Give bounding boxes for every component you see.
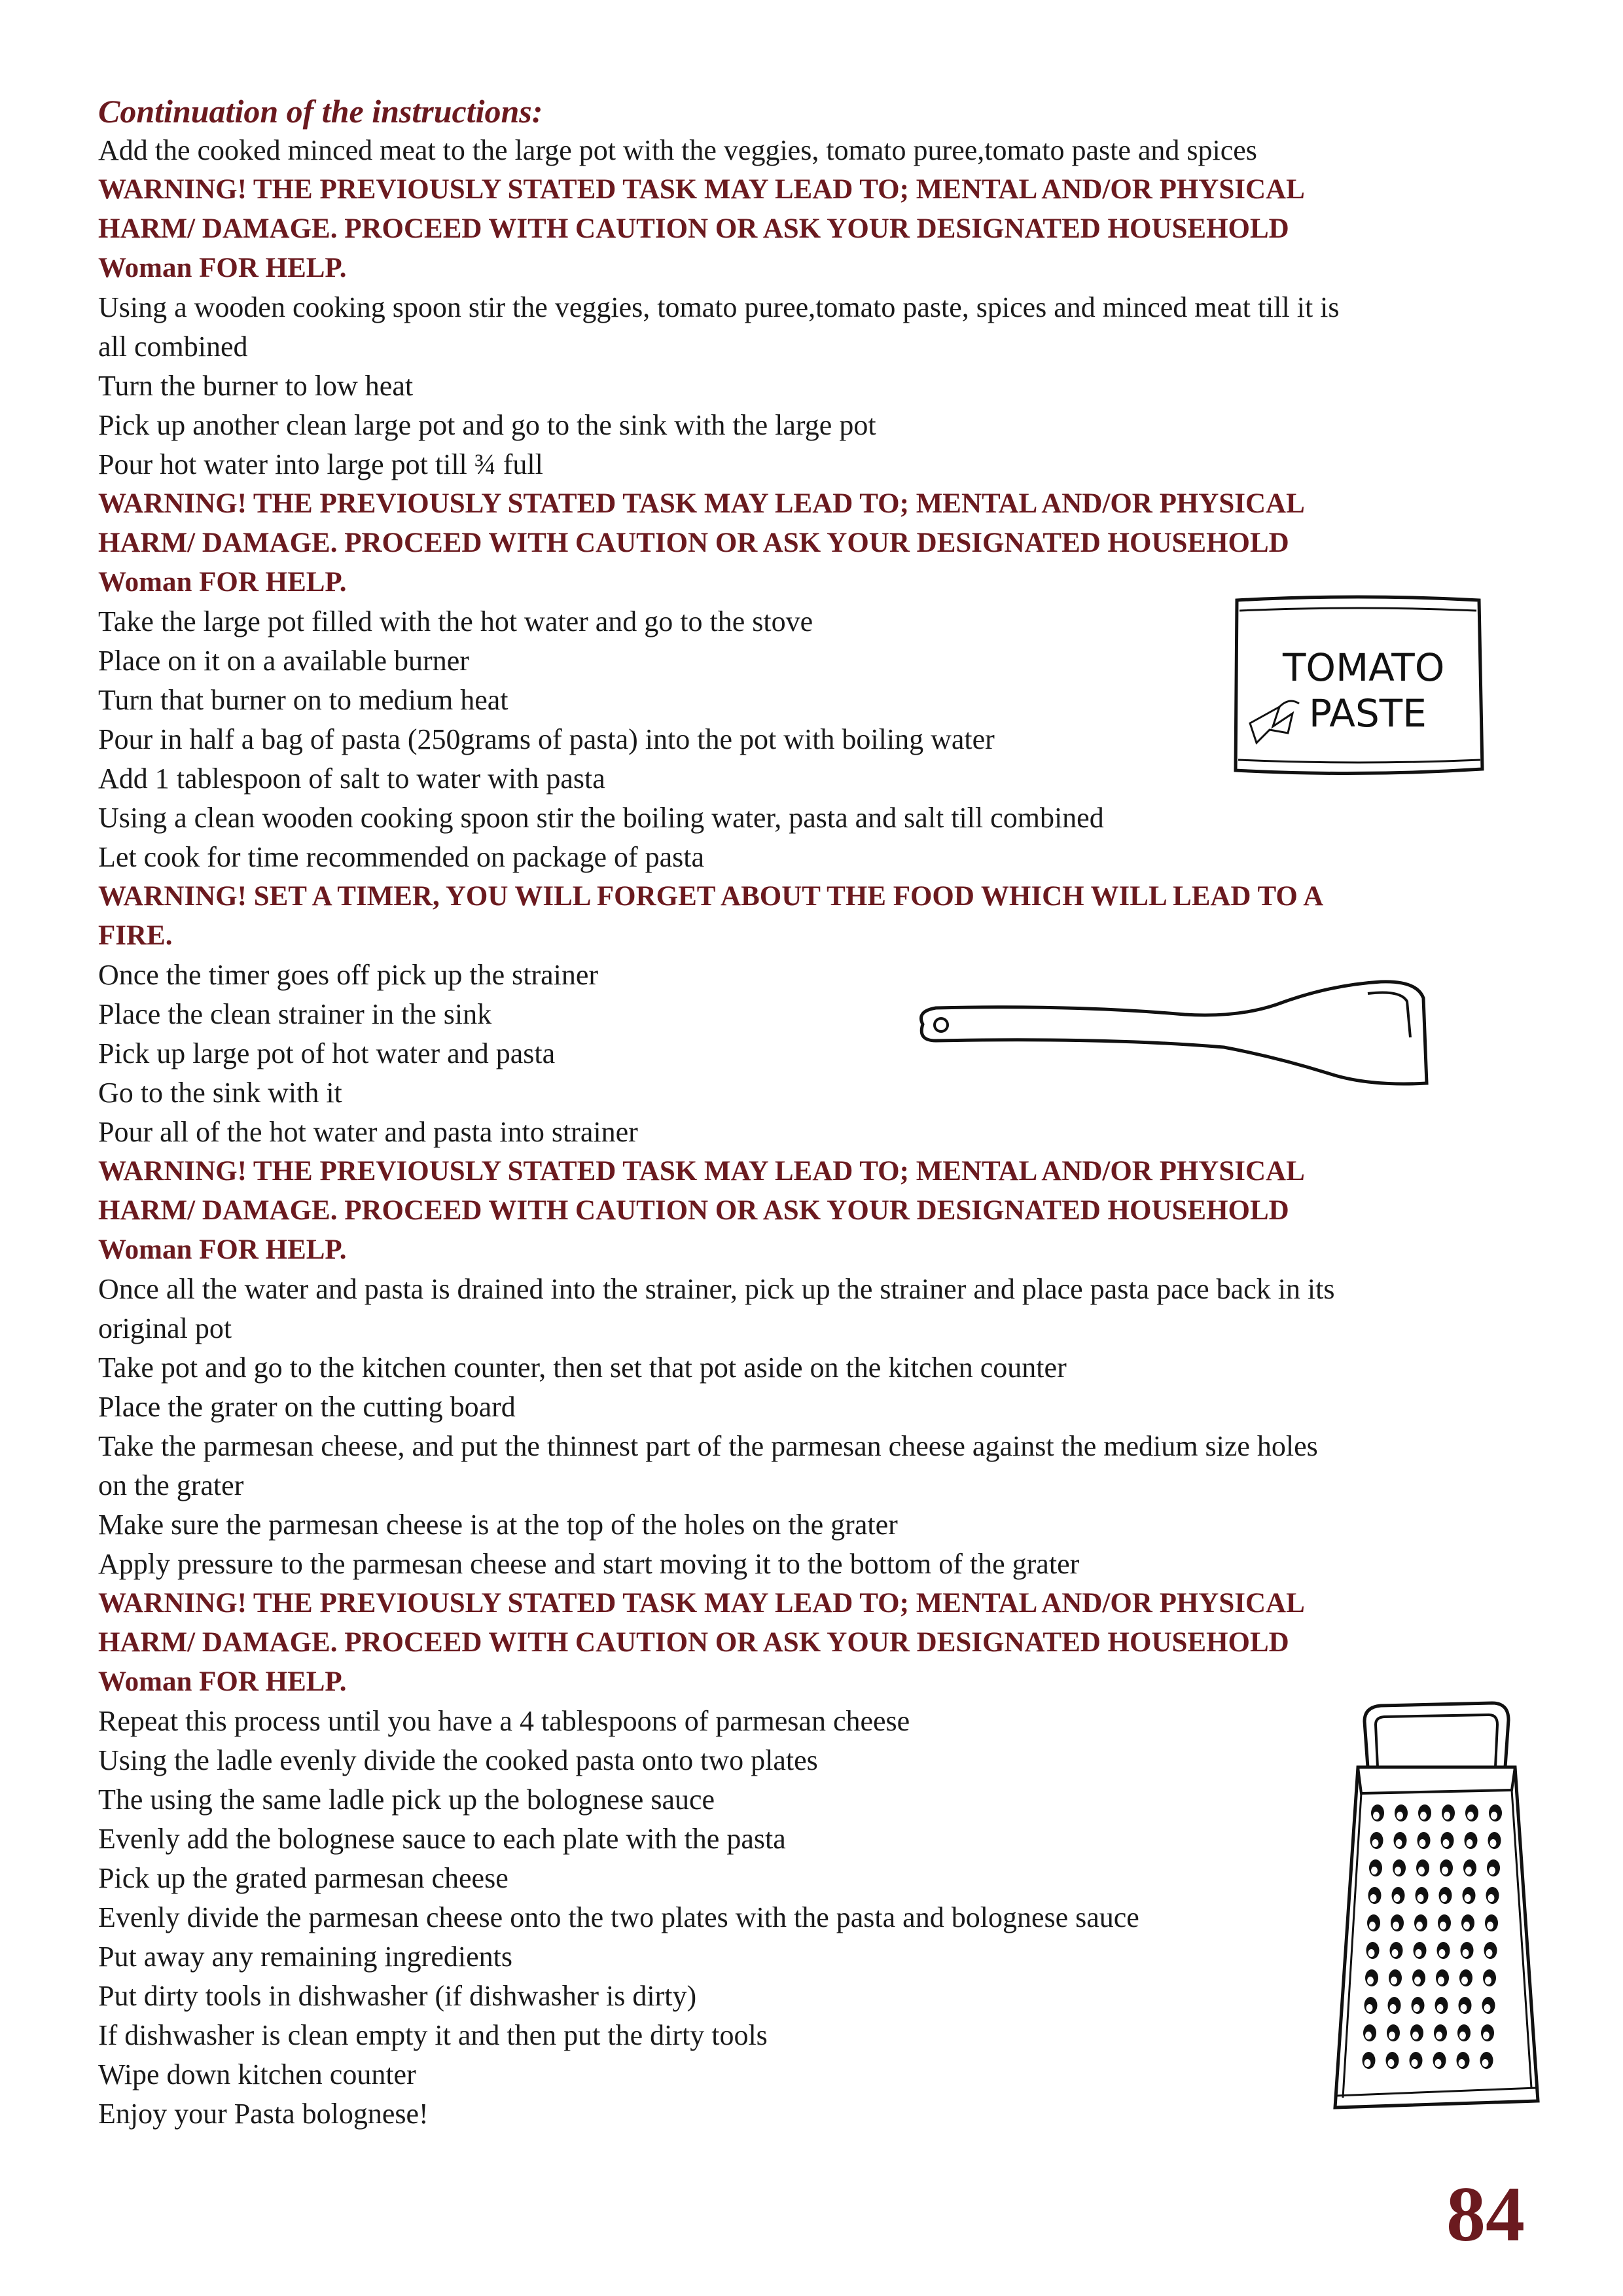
spatula-icon [910, 975, 1433, 1093]
instruction-line: Place on it on a available burner [98, 645, 469, 677]
grater-hole-highlight [1463, 1922, 1470, 1929]
grater-hole-highlight [1467, 1812, 1474, 1820]
tomato-leaf-icon [1250, 701, 1299, 743]
warning-line: HARM/ DAMAGE. PROCEED WITH CAUTION OR ASK YOUR DESIGNATED HOUSEHOLD [98, 528, 1289, 558]
grater-hole-highlight [1373, 1812, 1380, 1820]
grater-hole-highlight [1461, 2004, 1467, 2012]
instruction-line: Repeat this process until you have a 4 tablespoons of parmesan cheese [98, 1705, 910, 1737]
instruction-line: on the grater [98, 1469, 244, 1501]
grater-hole-highlight [1438, 1977, 1444, 1984]
grater-hole-highlight [1370, 1894, 1377, 1902]
section-heading: Continuation of the instructions: [98, 93, 543, 130]
tomato-paste-icon [1230, 592, 1486, 779]
instruction-line: Evenly add the bolognese sauce to each plate with the pasta [98, 1823, 786, 1855]
instruction-line: Pick up the grated parmesan cheese [98, 1862, 508, 1894]
grater-hole-highlight [1418, 1894, 1424, 1902]
grater-hole-highlight [1367, 1977, 1374, 1984]
grater-hole-highlight [1444, 1812, 1450, 1820]
grater-hole-highlight [1487, 1922, 1493, 1929]
grater-hole-highlight [1392, 1949, 1399, 1957]
instruction-line: Put dirty tools in dishwasher (if dishwasher is dirty) [98, 1980, 697, 2012]
warning-line: FIRE. [98, 920, 173, 951]
grater-hole-highlight [1443, 1839, 1450, 1847]
grater-hole-highlight [1414, 2004, 1420, 2012]
grater-hole-highlight [1412, 2032, 1419, 2039]
grater-hole-highlight [1395, 1867, 1401, 1874]
instruction-line: Add the cooked minced meat to the large pot with the veggies, tomato puree,tomato paste and spices [98, 134, 1257, 166]
grater-hole-highlight [1484, 2004, 1491, 2012]
grater-hole-highlight [1436, 2032, 1442, 2039]
grater-hole-highlight [1416, 1922, 1423, 1929]
instruction-line: Apply pressure to the parmesan cheese and start moving it to the bottom of the grater [98, 1548, 1080, 1580]
grater-hole-highlight [1372, 1839, 1379, 1847]
grater-hole-highlight [1485, 1977, 1491, 1984]
instruction-line: Pick up large pot of hot water and pasta [98, 1037, 556, 1069]
grater-hole-highlight [1482, 2059, 1489, 2067]
grater-hole-highlight [1388, 2059, 1395, 2067]
grater-hole-highlight [1459, 2059, 1465, 2067]
grater-hole-highlight [1488, 1894, 1495, 1902]
instruction-line: Turn the burner to low heat [98, 370, 414, 402]
instruction-line: Make sure the parmesan cheese is at the top of the holes on the grater [98, 1509, 898, 1541]
page-number: 84 [1446, 2170, 1525, 2257]
warning-line: WARNING! THE PREVIOUSLY STATED TASK MAY LEAD TO; MENTAL AND/OR PHYSICAL [98, 1156, 1305, 1187]
instruction-line: Put away any remaining ingredients [98, 1941, 512, 1973]
instruction-line: Turn that burner on to medium heat [98, 684, 508, 716]
warning-line: Woman FOR HELP. [98, 253, 347, 283]
grater-hole-highlight [1364, 2059, 1371, 2067]
warning-line: WARNING! THE PREVIOUSLY STATED TASK MAY LEAD TO; MENTAL AND/OR PHYSICAL [98, 174, 1305, 205]
instruction-line: Take the large pot filled with the hot water and go to the stove [98, 605, 813, 637]
instruction-line: Pour hot water into large pot till ¾ full [98, 448, 543, 480]
instruction-line: all combined [98, 331, 248, 363]
grater-hole-highlight [1440, 1922, 1446, 1929]
grater-hole-highlight [1465, 1867, 1472, 1874]
grater-hole-highlight [1416, 1949, 1422, 1957]
tomato-paste-label-line2: PASTE [1309, 691, 1427, 736]
instruction-line: Place the grater on the cutting board [98, 1391, 516, 1423]
tomato-paste-label-line1: TOMATO [1283, 645, 1445, 690]
instruction-line: Evenly divide the parmesan cheese onto the two plates with the pasta and bolognese sauce [98, 1901, 1139, 1933]
grater-hole-highlight [1465, 1894, 1471, 1902]
instruction-line: Using the ladle evenly divide the cooked pasta onto two plates [98, 1744, 818, 1776]
instruction-line: Pick up another clean large pot and go to the sink with the large pot [98, 409, 876, 441]
grater-hole-highlight [1418, 1867, 1425, 1874]
grater-hole-highlight [1467, 1839, 1473, 1847]
warning-line: HARM/ DAMAGE. PROCEED WITH CAUTION OR ASK YOUR DESIGNATED HOUSEHOLD [98, 1195, 1289, 1226]
grater-hole-highlight [1394, 1894, 1400, 1902]
instruction-line: Once all the water and pasta is drained into the strainer, pick up the strainer and place pasta pace back in its [98, 1273, 1335, 1305]
grater-hole-highlight [1365, 2032, 1372, 2039]
instruction-line: Pour in half a bag of pasta (250grams of pasta) into the pot with boiling water [98, 723, 995, 755]
warning-line: Woman FOR HELP. [98, 567, 347, 598]
grater-hole-highlight [1369, 1922, 1376, 1929]
instruction-line: Place the clean strainer in the sink [98, 998, 492, 1030]
instruction-line: Using a clean wooden cooking spoon stir the boiling water, pasta and salt till combined [98, 802, 1104, 834]
grater-hole-highlight [1366, 2004, 1373, 2012]
grater-hole-highlight [1491, 1812, 1497, 1820]
grater-hole-highlight [1420, 1812, 1427, 1820]
grater-hole-highlight [1389, 2032, 1395, 2039]
grater-hole-highlight [1441, 1894, 1448, 1902]
grater-hole-highlight [1461, 1977, 1468, 1984]
warning-line: WARNING! THE PREVIOUSLY STATED TASK MAY LEAD TO; MENTAL AND/OR PHYSICAL [98, 488, 1305, 519]
warning-line: WARNING! SET A TIMER, YOU WILL FORGET ABOUT THE FOOD WHICH WILL LEAD TO A [98, 881, 1324, 912]
grater-hole-highlight [1412, 2059, 1418, 2067]
warning-line: WARNING! THE PREVIOUSLY STATED TASK MAY LEAD TO; MENTAL AND/OR PHYSICAL [98, 1588, 1305, 1619]
grater-hole-highlight [1393, 1922, 1399, 1929]
grater-hole-highlight [1437, 2004, 1444, 2012]
grater-holes [1363, 1804, 1503, 2069]
grater-hole-highlight [1390, 2004, 1397, 2012]
grater-hole-highlight [1368, 1949, 1375, 1957]
grater-hole-highlight [1414, 1977, 1421, 1984]
instruction-line: Add 1 tablespoon of salt to water with pasta [98, 762, 605, 795]
grater-hole-highlight [1483, 2032, 1489, 2039]
warning-line: Woman FOR HELP. [98, 1666, 347, 1697]
instruction-line: original pot [98, 1312, 232, 1344]
grater-icon [1329, 1695, 1544, 2121]
instruction-line: Using a wooden cooking spoon stir the veggies, tomato puree,tomato paste, spices and minced meat till it is [98, 291, 1340, 323]
instruction-line: Pour all of the hot water and pasta into strainer [98, 1116, 638, 1148]
instruction-line: Enjoy your Pasta bolognese! [98, 2098, 429, 2130]
grater-hole-highlight [1435, 2059, 1442, 2067]
grater-hole-highlight [1442, 1867, 1448, 1874]
instruction-line: The using the same ladle pick up the bolognese sauce [98, 1784, 715, 1816]
grater-hole-highlight [1419, 1839, 1426, 1847]
instruction-line: If dishwasher is clean empty it and then put the dirty tools [98, 2019, 768, 2051]
grater-hole-highlight [1459, 2032, 1466, 2039]
warning-line: HARM/ DAMAGE. PROCEED WITH CAUTION OR ASK YOUR DESIGNATED HOUSEHOLD [98, 213, 1289, 244]
grater-hole-highlight [1463, 1949, 1469, 1957]
grater-hole-highlight [1371, 1867, 1378, 1874]
instruction-line: Once the timer goes off pick up the strainer [98, 959, 599, 991]
grater-hole-highlight [1397, 1812, 1403, 1820]
warning-line: Woman FOR HELP. [98, 1234, 347, 1265]
instruction-line: Take the parmesan cheese, and put the thinnest part of the parmesan cheese against the medium size holes [98, 1430, 1318, 1462]
grater-hole-highlight [1489, 1867, 1495, 1874]
grater-hole-highlight [1391, 1977, 1397, 1984]
grater-hole-highlight [1486, 1949, 1493, 1957]
grater-hole-highlight [1490, 1839, 1497, 1847]
grater-hole-highlight [1396, 1839, 1402, 1847]
instruction-line: Take pot and go to the kitchen counter, then set that pot aside on the kitchen counter [98, 1352, 1067, 1384]
grater-hole-highlight [1439, 1949, 1446, 1957]
instruction-line: Let cook for time recommended on package of pasta [98, 841, 705, 873]
instruction-line: Wipe down kitchen counter [98, 2058, 416, 2090]
instruction-line: Go to the sink with it [98, 1077, 342, 1109]
warning-line: HARM/ DAMAGE. PROCEED WITH CAUTION OR ASK YOUR DESIGNATED HOUSEHOLD [98, 1627, 1289, 1658]
